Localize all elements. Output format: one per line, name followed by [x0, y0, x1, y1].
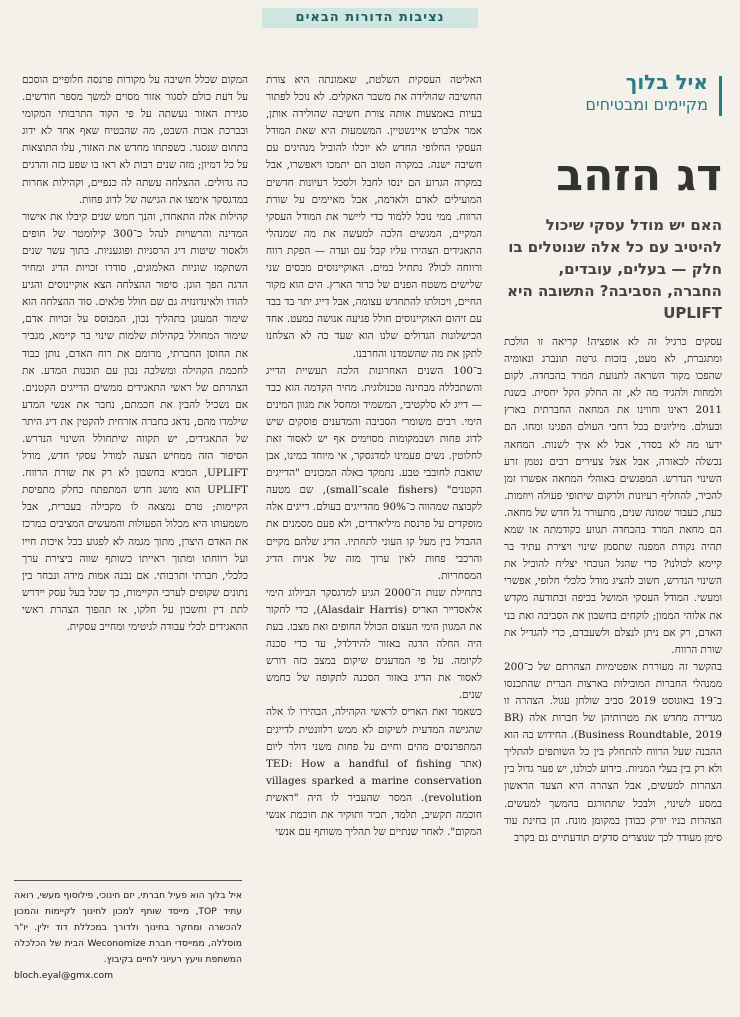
paragraph: המקום שכלל חשיבה על מקורות פרנסה חלופיים הוסכם על דעת כולם לסגור אזור מסוים למשך מספר חודשים. סגירת האזור נעשתה על פי הקוד התרבותי המקומי ובברכת אבות השבט, מה שהבטיח שאף אחד לא ידוג בתחום שנסגר. כשפתחו מחדש את האזור, עלו התוצאות על כל דמיון; מזה שנים רבות לא ראו בו שפע כזה והדגים כה גדולים. ההצלחה עשתה לה כנפיים, וקהילות אחרות במדגסקר אימצו את הגישה של לדוג פחות. — [22, 74, 248, 206]
accent-bar — [719, 76, 722, 116]
author-block — [507, 70, 722, 116]
author-name: איל בלוך — [625, 70, 708, 94]
subheadline: האם יש מודל עסקי שיכול להיטיב עם כל אלה שנוטלים בו חלק — בעלים, עובדים, החברה, הסביבה? התשובה היא UPLIFT — [507, 216, 722, 322]
column-middle — [266, 72, 482, 1011]
author-bio — [14, 888, 242, 1011]
column-title: מקיימים ומבטיחים — [585, 95, 708, 114]
column-left — [22, 72, 248, 1011]
headline: דג הזהב — [556, 150, 722, 201]
paragraph: עסקים כרגיל זה לא אופציה! קריאה זו הולכת ומתגברת, לא מעט, בזכות גרטה תונברג ונאומיה שהפכו מקור השראה לתנועת המרד בהכחדה. לקום ולמחות ולהגיד מה לא, זה החלק הקל יחסית. בשנת 2011 ראינו וחווינו את המחאה החברתית בארץ ובעולם. מיליונים בכל רחבי העולם הפגינו ומחו. הם ידעו מה לא בסדר, אבל לא איך לשנות. המחאה נכשלה לכאורה, אבל אצל צעירים רבים נטמן זרע השינוי הנדרש. המפגשים באוהלי המחאה אפשרו זמן להכיר, להחליף רעיונות ולרקום שיתופי פעולה ויוזמות. כעת, כעבור שמונה שנים, מתעורר גל חדש של מחאה. הם מחאת המרד בהכחדה תגווע כקודמתה או שמא תהיה נקודת המפנה שתסמן שינוי ויצירת עתיד בר קיימא לכולנו? כדי שהגל הנוכחי יצליח להוביל את השינוי הנדרש, חשוב להציג מודל כלכלי חלופי, אפשרי ומעשי. המודל העסקי המושל בכיפה ובתודעה מקדש את אלוהי הממון; לוקחים בחשבון את הסביבה ואת בני האדם, רק אם ניתן לנצלם ולשעבדם, כדי להגדיל את שורת הרווח. — [504, 336, 722, 656]
section-header: נציבות הדורות הבאים — [262, 8, 478, 28]
paragraph: בתחילת שנות ה־2000 הגיע למדגסקר הביולוג הימי אלאסדייר האריס (Alasdair Harris), כדי לחקור את המגוון הימי העצום הכולל החופים ואת מצבו. בעת היה החלה הדגה באזור להידלדל, עד כדי סכנה לקיומה. על פי המדענים שיקום במצב כזה דורש לאסור את הדיג באזור הסכנה לתקופה של כחמש שנים. — [266, 586, 482, 702]
paragraph: האליטה העסקית השלטת, שאמונתה היא צורת החשיבה שהולידה את משבר האקלים. לא נוכל לפתור בעיות באמצעות אותה צורת חשיבה שהולידה אותן, אמר אלברט איינשטיין. המשמעות היא שאת המודל העסקי החלופי החדש לא יוכלו להוביל מנהיגים עם חשיבה ישנה. במקרה הטוב הם יתמכו ויאפשרו, אבל במקרה הגרוע הם ינסו לחבל ולסכל רעיונות חדשים המועילים לאדם ולאדמה, אבל מאיימים על שורת הרווח. ממי נוכל ללמוד כדי ליישר את המודל העסקי המקיים, המגשים הלכה למעשה את מה שמנהלי התאגידים הצהירו עליו קבל עם ועדה — הפקת רווח ורווחה לכול? נתחיל במים. האוקיינוסים מכסים שני שלישים משטח הפנים של כדור הארץ. הים הוא מקור החיים, ויכולתו להתחדש עצומה, אבל דייג יתר בד בבד עם זיהום האוקיינוסים חולל פגיעה אנושה כמעט. אחד הכישלונות הגדולים שלנו הוא שעד כה לא הצלחנו לתקן את מה שהשמדנו והחרבנו. — [266, 74, 482, 360]
author-email[interactable]: bloch.eyal@gmx.com — [14, 970, 114, 981]
column-right — [504, 334, 722, 1011]
paragraph: קהילות אלה התאחדו, והנך חמש שנים קיבלו את אישור המדינה והרשויות לנהל כ־300 קילומטר של חופים ולאסור שיטות דיג הרסניות ופוגעניות. בתוך עשר שנים השתקמו שוניות האלמוגים, סודרו זכויות הדיג ומחיר הדגה הפך הוגן. סיפור ההצלחה הצא אוקיינוסים והגיע להודו ולאינדונזיה גם שם חולל פלאים. סוד ההצלחה הוא שימור המעוגן בתהליך נכון, המבוסס על זכויות אדם, שימור המחולל בקהילות שלמות שינוי בר קיימא, מגביר את החוסן החברתי, מרומם את רוח האדם, נותן כבוד לחכמת הקהילה ומשלבה נכון עם תובנות המדע. את הצהרתם של ראשי התאגידים ממשים הדייגים הקטנים. אם נשכיל להבין את חכמתם, נחבר את אנשי המדע שילמדו מהם, נדאג כחברה אזרחית להקטין את דיג היתר של התאגידים, יש תקווה שיתחולל השינוי הנדרש. הסיפור הזה ממחיש הצעה למודל עסקי חדש, מודל UPLIFT, המביא בחשבון לא רק את שורת הרווח. UPLIFT הוא מושג חדש המתפתח כחלק מתפיסת הקיימות; טרם נמצאה לו מקבילה בעברית, אבל משמעותו היא מכלול הפעולות והמעשים המציבים במרכז את האדם היצרן, מתוך מגמה לא לפגוע בכל איכות חייו ועל רווחתו ומתוך ראייתו כשותף שווה ביצירת ערך כלכלי, חברתי ותרבותי. אם נבנה אמות מידה ונבחר בין נתונים שקופים לערכי הקיימות, כך שכל בעל עסק יידרש לתת דין וחשבון על חלקו, אז תהפוך הצהרת ראשי התאגידים לכלי עבודה לגיטימי ומחייב עסקית. — [22, 210, 248, 633]
paragraph: ב־100 השנים האחרונות הלכה תעשיית הדייג והשתכללה מבחינה טכנולוגית. מחיר הקדמה הוא כבד — דייג לא סלקטיבי, המשמיד ומחסל את מגוון המינים הימי. רבים משומרי הסביבה והמדענים פוסקים שיש לדוג פחות ושבמקומות מסוימים אף יש לאסור זאת לחלוטין. נשים פעמינו למדגסקר, אי מיוחד במינו, אבן שואבת לחובבי טבע. נתמקד באלה המכונים "הדייגים הקטנים" (scale fishers־small), שם מטעה לקבוצה שמהווה כ־90% מהדייגים בעולם. דייגים אלה מופקדים על פרנסת מיליארדים, ולא פעם מסמנים את ההבדל בין מעל קו העוני לתחתיו. הדיג שלהם מקיים והרכבי פחות לאין ערוך מזה של אניות הדיג המסחריות. — [266, 364, 482, 582]
divider — [14, 880, 242, 881]
bio-text: איל בלוך הוא פעיל חברתי, יזם חינוכי, פילוסוף מעשי, רואה עתיד TOP, מייסד שותף למכון לחינוך לקיימות והמכון להכשרה ומחקר בחינוך ולדורך במכללת דוד ילין. יו"ר מוסללה, ממייסדי חברת Weconomize הבית של הכלכלה המשתפת וויעץ רעיוני לחיים בקיבוץ. — [14, 890, 242, 965]
paragraph: בהקשר זה מעוררת אופטימיות הצהרתם של כ־200 ממנהלי החברות המובילות בארצות הברית שהתכנסו ב־19 באוגוסט 2019 סביב שולחן עגול. הצהרה זו מגדירה מחדש את מטרותיהן של חברות אלה (BR Business Roundtable, 2019). החידוש בה הוא ההבנה שעל הרווח להתחלק בין כל השותפים להתליך ולא רק בין בעלי המניות. כידוע לכולנו, יש פער גדול בין הצהרות למעשים, אבל הצהרה היא הצעד הראשון במסע לשינוי, ולבכל שתתורגם בהמשך למעשים. הצהרות בניו יורק כבודן במקומן מונח. הן בחינת עוד סימן מעודד לכך שנוצרים סדקים תודעתיים גם בקרב — [504, 660, 722, 844]
paragraph: כשאמר זאת האריס לראשי הקהילה, הבהירו לו אלה שהגישה המדעית לשיקום לא ממש רלוונטית לדייגים המתפרנסים מהים וחיים על פחות משני דולר ליום (אתר TED: How a handful of fishing villages sparked a marine conservation revolution). המסר שהעביר לו היה "ראשית חוכמה תקשיב, תלמד, תכיר ותוקיר את חוכמת אנשי המקום". לאחר שנתיים של תהליך משותף עם אנשי — [266, 706, 482, 839]
